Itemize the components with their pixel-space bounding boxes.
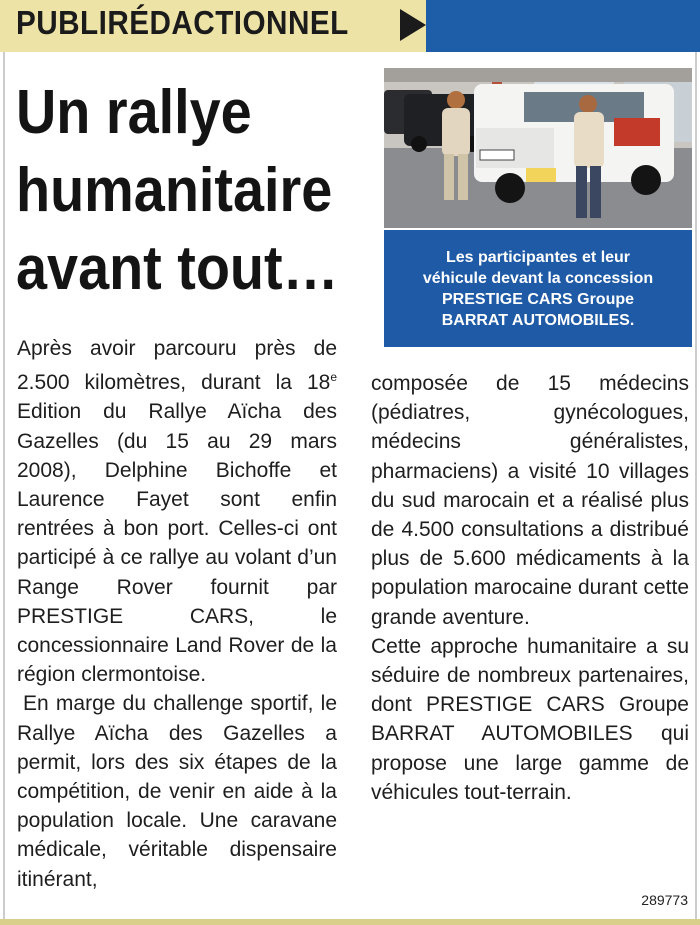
right-border <box>695 52 697 925</box>
caption-line: BARRAT AUTOMOBILES. <box>441 311 635 329</box>
photo-illustration <box>384 68 692 228</box>
article-photo <box>384 68 692 228</box>
left-border <box>3 52 5 925</box>
reference-number: 289773 <box>641 892 688 908</box>
caption-line: véhicule devant la concession <box>422 269 654 287</box>
bottom-rule <box>0 919 700 925</box>
banner-blue-band <box>378 0 700 52</box>
body-paragraph <box>17 334 337 689</box>
caption-line: PRESTIGE CARS Groupe <box>441 290 635 308</box>
body-column-1 <box>17 334 337 894</box>
body-paragraph: Cette approche humanitaire a su séduire de nombreux partenaires, dont PRESTIGE CARS Groupe BARRAT AUTOMOBILES qui propose une large gamme de véhicules tout-terrain. <box>371 634 689 804</box>
body-paragraph: En marge du challenge sportif, le Rallye Aïcha des Gazelles a permit, lors des six étapes de la compétition, de venir en aide à la population locale. Une caravane médicale, véritable dispensaire itinérant, <box>17 692 337 891</box>
section-label: PUBLIRÉDACTIONNEL <box>16 4 349 41</box>
headline-line: humanitaire <box>16 156 333 225</box>
headline-line: Un rallye <box>16 78 252 147</box>
body-paragraph: composée de 15 médecins (pédiatres, gynécologues, médecins généralistes, pharmaciens) a visité 10 villages du sud marocain et a réalisé plus de 4.500 consultations a distribué plus de 5.600 médicaments à la population marocaine durant cette grande aventure. <box>371 372 689 629</box>
caption-line: Les participantes et leur <box>445 248 631 266</box>
photo-caption <box>384 230 692 347</box>
headline-line: avant tout… <box>16 234 339 303</box>
body-column-2 <box>371 369 689 807</box>
body-text: Edition du Rallye Aïcha des Gazelles (du 15 au 29 mars 2008), Delphine Bichoffe et Laurence Fayet sont enfin rentrées à bon port. Celles-ci ont participé à ce rallye au volant d’un Range Rover fournit par PRESTIGE CARS, le concessionnaire Land Rover de la région clermontoise. <box>17 400 337 687</box>
ordinal-suffix: e <box>330 370 337 385</box>
play-arrow-icon <box>400 9 426 41</box>
body-text: Après avoir parcouru près de 2.500 kilomètres, durant la 18 <box>17 337 337 395</box>
article-headline <box>16 74 339 308</box>
